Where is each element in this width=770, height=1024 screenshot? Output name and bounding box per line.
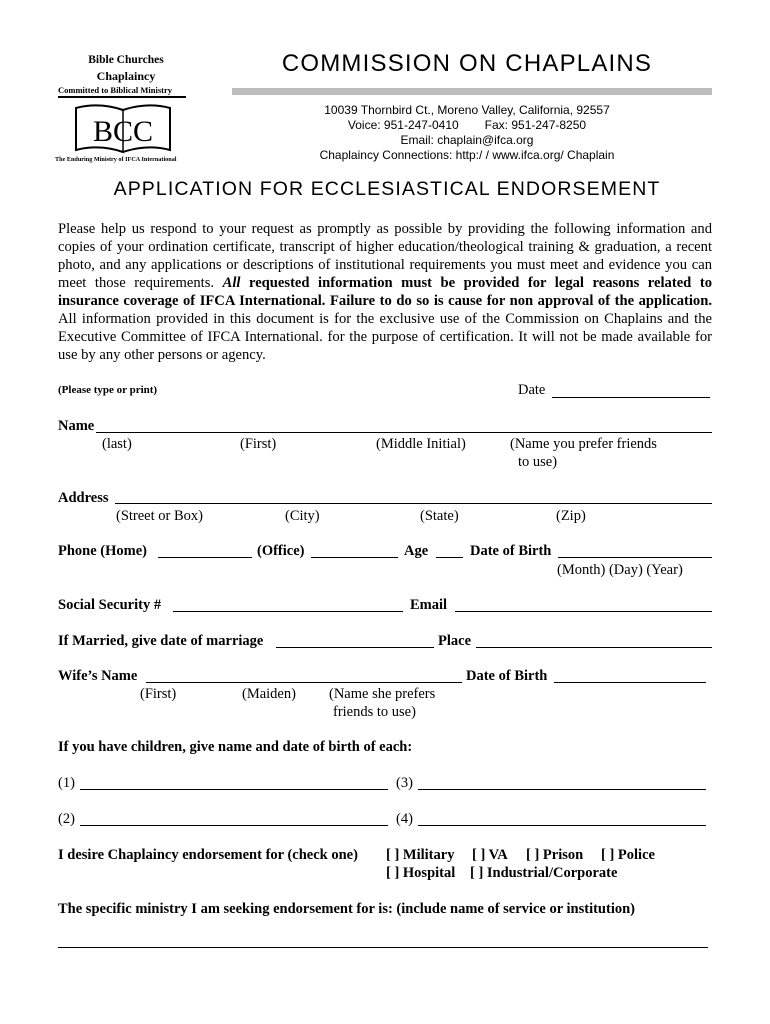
name-preferred-hint: (Name you prefer friends [510,436,657,452]
intro-emphasis-italic: All [222,275,241,291]
email-field[interactable] [455,611,712,612]
logo-line-2: Chaplaincy [96,69,156,83]
child-3-field[interactable] [418,789,706,790]
header-divider [232,88,712,95]
address-zip-hint: (Zip) [556,508,586,524]
wife-name-label: Wife’s Name [58,668,138,684]
name-label: Name [58,418,95,434]
age-field[interactable] [436,557,463,558]
email-label: Email [410,597,448,613]
wife-first-hint: (First) [140,686,177,702]
date-label: Date [518,382,546,398]
address-city-hint: (City) [285,508,320,524]
form-title: APPLICATION FOR ECCLESIASTICAL ENDORSEMENT [113,178,661,200]
wife-dob-label: Date of Birth [466,668,548,684]
child-3-label: (3) [396,775,413,791]
name-preferred-hint-2: to use) [518,454,558,470]
marriage-date-field[interactable] [276,647,434,648]
intro-emphasis: requested information must be provided for legal reasons related to insurance coverage of IFCA International. Failure to do so is cause for non approval of the application. [58,275,712,309]
ministry-label: The specific ministry I am seeking endorsement for is: (include name of service or institution) [58,901,635,917]
dob-hint: (Month) (Day) (Year) [557,562,683,578]
name-first-hint: (First) [240,436,277,452]
wife-maiden-hint: (Maiden) [242,686,296,702]
date-field[interactable] [552,397,710,398]
ministry-field[interactable] [58,947,708,948]
address-label: Address [58,490,109,506]
org-email: Email: chaplain@ifca.org [400,133,534,147]
option-prison[interactable]: [ ] Prison [526,847,584,863]
children-label: If you have children, give name and date of birth of each: [58,739,413,755]
age-label: Age [404,543,429,559]
page-title: COMMISSION ON CHAPLAINS [281,50,653,77]
dob-field[interactable] [558,557,712,558]
child-4-field[interactable] [418,825,706,826]
org-voice: Voice: 951-247-0410 [347,118,459,132]
name-field[interactable] [96,432,712,433]
address-street-hint: (Street or Box) [116,508,203,524]
name-last-hint: (last) [102,436,132,452]
wife-name-field[interactable] [146,682,462,683]
wife-preferred-hint: (Name she prefers [329,686,436,702]
option-military[interactable]: [ ] Military [386,847,455,863]
child-1-field[interactable] [80,789,388,790]
org-phone-fax [232,118,702,133]
marriage-date-label: If Married, give date of marriage [58,633,264,649]
open-book-icon [74,102,172,154]
logo-tagline: Committed to Biblical Ministry [58,85,173,95]
phone-office-label: (Office) [257,543,305,559]
bcc-logo [52,52,202,170]
logo-initials: BCC [92,115,154,148]
logo-divider [58,96,186,98]
dob-label: Date of Birth [470,543,552,559]
logo-footer: The Enduring Ministry of IFCA International [55,156,177,163]
phone-office-field[interactable] [311,557,398,558]
endorsement-label: I desire Chaplaincy endorsement for (check one) [58,847,358,863]
name-middle-hint: (Middle Initial) [376,436,466,452]
print-note: (Please type or print) [58,384,158,396]
address-field[interactable] [115,503,712,504]
intro-paragraph [58,220,712,364]
org-website: Chaplaincy Connections: http:/ / www.ifca.org/ Chaplain [319,148,615,162]
child-2-label: (2) [58,811,75,827]
marriage-place-label: Place [438,633,472,649]
child-1-label: (1) [58,775,75,791]
wife-preferred-hint-2: friends to use) [333,704,416,720]
child-4-label: (4) [396,811,413,827]
wife-dob-field[interactable] [554,682,706,683]
child-2-field[interactable] [80,825,388,826]
ssn-label: Social Security # [58,597,162,613]
option-industrial-corporate[interactable]: [ ] Industrial/Corporate [470,865,618,881]
phone-home-label: Phone (Home) [58,543,147,559]
intro-text: Please help us respond to your request as promptly as possible by providing the following information and copies of your ordination certificate, transcript of higher education/theological training & graduation, a recent photo, and any applications or descriptions of institutional requirements you must meet and evidence you can meet those requirements. [58,221,712,291]
address-state-hint: (State) [420,508,459,524]
logo-line-1: Bible Churches [88,54,164,66]
option-va[interactable]: [ ] VA [472,847,508,863]
phone-home-field[interactable] [158,557,252,558]
option-police[interactable]: [ ] Police [601,847,655,863]
org-fax: Fax: 951-247-8250 [484,118,587,132]
marriage-place-field[interactable] [476,647,712,648]
intro-text-end: All information provided in this document is for the exclusive use of the Commission on Chaplains and the Executive Committee of IFCA International. for the purpose of certification. It will not be made available for use by any other persons or agency. [58,311,712,363]
org-address: 10039 Thornbird Ct., Moreno Valley, California, 92557 [324,103,610,117]
ssn-field[interactable] [173,611,403,612]
option-hospital[interactable]: [ ] Hospital [386,865,456,881]
